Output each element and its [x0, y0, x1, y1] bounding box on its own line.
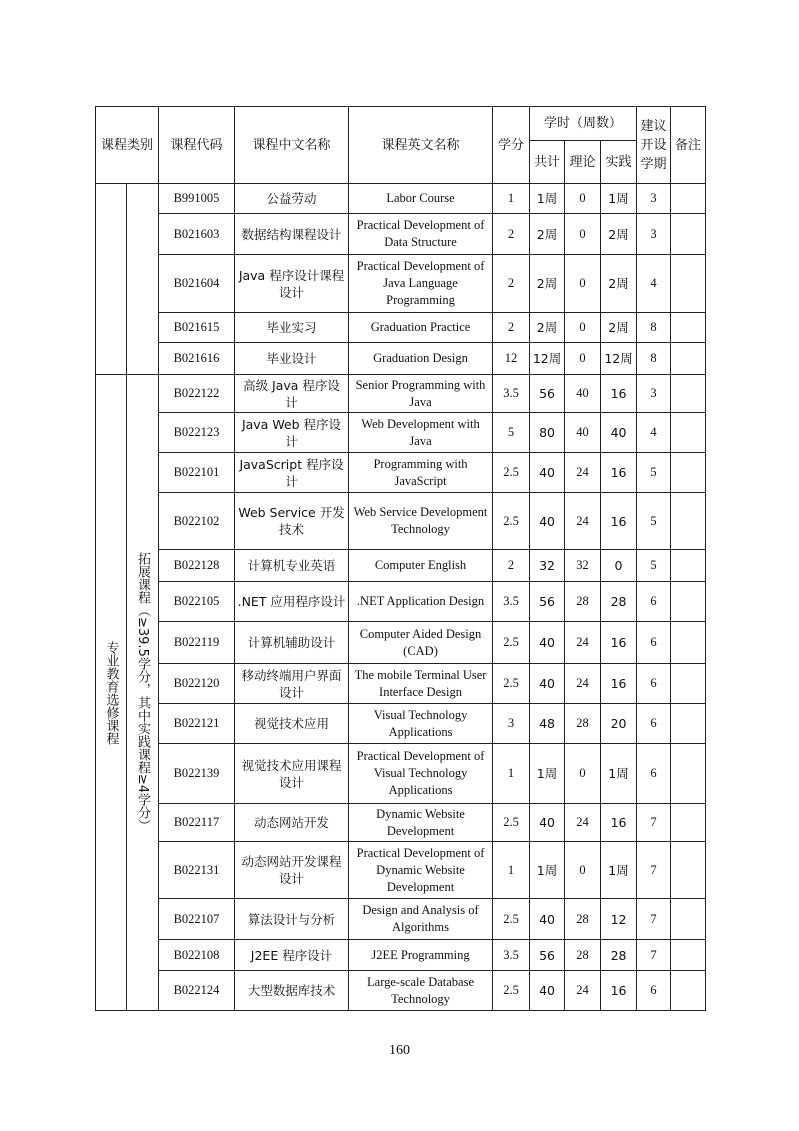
course-hours-theory: 0	[565, 214, 601, 255]
course-hours-theory: 24	[565, 664, 601, 704]
course-semester: 7	[637, 804, 671, 842]
course-cn-name: 移动终端用户界面设计	[235, 664, 349, 704]
course-credit: 2.5	[493, 493, 530, 550]
course-remark	[671, 971, 706, 1011]
course-en-name: Computer English	[349, 550, 493, 582]
course-semester: 6	[637, 582, 671, 622]
course-code: B022122	[159, 375, 235, 413]
header-code: 课程代码	[159, 107, 235, 184]
header-practice: 实践	[601, 141, 637, 184]
course-semester: 4	[637, 255, 671, 313]
course-semester: 6	[637, 664, 671, 704]
course-table	[95, 106, 706, 1011]
table-row	[96, 413, 706, 453]
course-cn-name: 视觉技术应用	[235, 704, 349, 744]
course-hours-practice: 16	[601, 375, 637, 413]
table-row	[96, 214, 706, 255]
course-cn-name: 动态网站开发	[235, 804, 349, 842]
course-code: B022108	[159, 940, 235, 971]
course-credit: 2.5	[493, 899, 530, 940]
course-code: B022101	[159, 453, 235, 493]
course-en-name: Web Development with Java	[349, 413, 493, 453]
course-hours-total: 48	[530, 704, 565, 744]
course-hours-total: 56	[530, 940, 565, 971]
course-hours-theory: 28	[565, 899, 601, 940]
course-en-name: Practical Development of Data Structure	[349, 214, 493, 255]
course-hours-practice: 12周	[601, 343, 637, 375]
course-remark	[671, 375, 706, 413]
table-row	[96, 255, 706, 313]
course-hours-theory: 0	[565, 842, 601, 899]
course-en-name: Web Service Development Technology	[349, 493, 493, 550]
course-credit: 2.5	[493, 804, 530, 842]
course-code: B022121	[159, 704, 235, 744]
course-code: B022119	[159, 622, 235, 664]
course-semester: 3	[637, 375, 671, 413]
course-hours-total: 1周	[530, 184, 565, 214]
course-en-name: The mobile Terminal User Interface Design	[349, 664, 493, 704]
course-hours-total: 40	[530, 899, 565, 940]
course-remark	[671, 550, 706, 582]
page-number: 160	[389, 1043, 410, 1058]
course-code: B022131	[159, 842, 235, 899]
course-hours-theory: 0	[565, 313, 601, 343]
course-code: B022139	[159, 744, 235, 804]
table-body	[96, 184, 706, 1011]
course-en-name: Computer Aided Design (CAD)	[349, 622, 493, 664]
table-row	[96, 804, 706, 842]
course-en-name: Practical Development of Visual Technology Applications	[349, 744, 493, 804]
course-hours-total: 2周	[530, 214, 565, 255]
header-remark: 备注	[671, 107, 706, 184]
header-cn-name: 课程中文名称	[235, 107, 349, 184]
course-hours-theory: 24	[565, 493, 601, 550]
course-code: B022117	[159, 804, 235, 842]
course-remark	[671, 255, 706, 313]
header-total: 共计	[530, 141, 565, 184]
elective-category-label: 专业教育选修课程	[103, 640, 119, 745]
course-en-name: Visual Technology Applications	[349, 704, 493, 744]
course-credit: 1	[493, 744, 530, 804]
course-cn-name: 公益劳动	[235, 184, 349, 214]
course-cn-name: 视觉技术应用课程设计	[235, 744, 349, 804]
course-remark	[671, 804, 706, 842]
course-credit: 1	[493, 842, 530, 899]
course-credit: 1	[493, 184, 530, 214]
course-semester: 8	[637, 343, 671, 375]
course-cn-name: 动态网站开发课程设计	[235, 842, 349, 899]
course-hours-theory: 28	[565, 704, 601, 744]
course-remark	[671, 343, 706, 375]
course-cn-name: JavaScript 程序设计	[235, 453, 349, 493]
category-blank-cell	[96, 184, 127, 375]
course-hours-theory: 0	[565, 184, 601, 214]
course-credit: 2	[493, 550, 530, 582]
course-code: B021616	[159, 343, 235, 375]
course-code: B022124	[159, 971, 235, 1011]
table-row	[96, 550, 706, 582]
course-hours-total: 2周	[530, 313, 565, 343]
course-hours-theory: 28	[565, 940, 601, 971]
header-semester: 建议开设学期	[637, 107, 671, 184]
course-cn-name: 高级 Java 程序设计	[235, 375, 349, 413]
course-hours-practice: 40	[601, 413, 637, 453]
table-row	[96, 343, 706, 375]
course-credit: 3.5	[493, 582, 530, 622]
course-remark	[671, 744, 706, 804]
course-credit: 2.5	[493, 453, 530, 493]
table-row	[96, 375, 706, 413]
course-hours-total: 12周	[530, 343, 565, 375]
course-credit: 2	[493, 214, 530, 255]
course-remark	[671, 582, 706, 622]
course-hours-theory: 24	[565, 804, 601, 842]
course-cn-name: 算法设计与分析	[235, 899, 349, 940]
course-hours-practice: 20	[601, 704, 637, 744]
course-hours-total: 40	[530, 804, 565, 842]
course-hours-total: 40	[530, 622, 565, 664]
course-cn-name: .NET 应用程序设计	[235, 582, 349, 622]
course-semester: 7	[637, 899, 671, 940]
header-hours-group: 学时（周数）	[530, 107, 637, 141]
table-row	[96, 971, 706, 1011]
table-row	[96, 744, 706, 804]
course-en-name: Practical Development of Dynamic Website Development	[349, 842, 493, 899]
course-code: B022123	[159, 413, 235, 453]
table-row	[96, 582, 706, 622]
course-hours-practice: 1周	[601, 744, 637, 804]
course-semester: 8	[637, 313, 671, 343]
course-code: B022105	[159, 582, 235, 622]
course-cn-name: 计算机辅助设计	[235, 622, 349, 664]
course-hours-theory: 0	[565, 343, 601, 375]
course-hours-total: 40	[530, 453, 565, 493]
course-credit: 2.5	[493, 664, 530, 704]
course-hours-theory: 0	[565, 744, 601, 804]
course-remark	[671, 899, 706, 940]
course-hours-theory: 24	[565, 622, 601, 664]
course-semester: 4	[637, 413, 671, 453]
course-hours-total: 80	[530, 413, 565, 453]
course-semester: 3	[637, 184, 671, 214]
course-hours-practice: 1周	[601, 842, 637, 899]
course-hours-theory: 28	[565, 582, 601, 622]
course-remark	[671, 622, 706, 664]
course-hours-theory: 24	[565, 971, 601, 1011]
table-row	[96, 940, 706, 971]
header-en-name: 课程英文名称	[349, 107, 493, 184]
course-semester: 5	[637, 453, 671, 493]
course-semester: 7	[637, 842, 671, 899]
table-row	[96, 184, 706, 214]
course-code: B022128	[159, 550, 235, 582]
course-semester: 6	[637, 704, 671, 744]
course-hours-total: 2周	[530, 255, 565, 313]
course-en-name: Graduation Practice	[349, 313, 493, 343]
table-row	[96, 453, 706, 493]
course-credit: 2.5	[493, 622, 530, 664]
course-hours-practice: 16	[601, 453, 637, 493]
course-hours-theory: 0	[565, 255, 601, 313]
course-hours-practice: 16	[601, 664, 637, 704]
course-hours-total: 40	[530, 493, 565, 550]
course-hours-theory: 32	[565, 550, 601, 582]
course-hours-practice: 16	[601, 493, 637, 550]
course-credit: 2	[493, 255, 530, 313]
course-code: B021603	[159, 214, 235, 255]
course-semester: 6	[637, 622, 671, 664]
course-remark	[671, 313, 706, 343]
course-semester: 3	[637, 214, 671, 255]
header-category: 课程类别	[96, 107, 159, 184]
course-en-name: Dynamic Website Development	[349, 804, 493, 842]
course-semester: 6	[637, 971, 671, 1011]
course-cn-name: 毕业实习	[235, 313, 349, 343]
course-remark	[671, 940, 706, 971]
course-hours-theory: 40	[565, 375, 601, 413]
course-hours-total: 1周	[530, 744, 565, 804]
course-en-name: Graduation Design	[349, 343, 493, 375]
course-code: B022120	[159, 664, 235, 704]
course-remark	[671, 704, 706, 744]
course-credit: 5	[493, 413, 530, 453]
table-row	[96, 493, 706, 550]
course-hours-practice: 12	[601, 899, 637, 940]
header-theory: 理论	[565, 141, 601, 184]
subcategory-blank-cell	[127, 184, 159, 375]
course-remark	[671, 664, 706, 704]
course-en-name: Practical Development of Java Language Programming	[349, 255, 493, 313]
course-remark	[671, 453, 706, 493]
course-credit: 2.5	[493, 971, 530, 1011]
course-en-name: Design and Analysis of Algorithms	[349, 899, 493, 940]
course-credit: 3	[493, 704, 530, 744]
course-en-name: Programming with JavaScript	[349, 453, 493, 493]
table-row	[96, 842, 706, 899]
course-cn-name: 大型数据库技术	[235, 971, 349, 1011]
course-en-name: Large-scale Database Technology	[349, 971, 493, 1011]
course-code: B021604	[159, 255, 235, 313]
table-row	[96, 899, 706, 940]
course-remark	[671, 184, 706, 214]
course-hours-total: 40	[530, 664, 565, 704]
course-hours-total: 56	[530, 375, 565, 413]
table-row	[96, 664, 706, 704]
course-en-name: J2EE Programming	[349, 940, 493, 971]
course-remark	[671, 413, 706, 453]
course-cn-name: Java 程序设计课程设计	[235, 255, 349, 313]
course-en-name: Labor Course	[349, 184, 493, 214]
course-remark	[671, 493, 706, 550]
course-hours-practice: 2周	[601, 214, 637, 255]
course-hours-practice: 16	[601, 804, 637, 842]
extension-subgroup-label: 拓展课程（≥39.5学分，其中实践课程≥4学分）	[135, 552, 150, 833]
course-cn-name: 毕业设计	[235, 343, 349, 375]
table-row	[96, 704, 706, 744]
course-code: B022102	[159, 493, 235, 550]
course-en-name: Senior Programming with Java	[349, 375, 493, 413]
course-en-name: .NET Application Design	[349, 582, 493, 622]
extension-subgroup-cell	[127, 375, 159, 1011]
header-credit: 学分	[493, 107, 530, 184]
course-hours-practice: 16	[601, 622, 637, 664]
course-hours-practice: 16	[601, 971, 637, 1011]
course-credit: 3.5	[493, 375, 530, 413]
course-remark	[671, 214, 706, 255]
course-credit: 2	[493, 313, 530, 343]
course-cn-name: Web Service 开发技术	[235, 493, 349, 550]
course-hours-practice: 1周	[601, 184, 637, 214]
course-semester: 5	[637, 493, 671, 550]
course-code: B022107	[159, 899, 235, 940]
course-hours-practice: 28	[601, 582, 637, 622]
course-semester: 6	[637, 744, 671, 804]
course-cn-name: Java Web 程序设计	[235, 413, 349, 453]
course-credit: 12	[493, 343, 530, 375]
course-hours-theory: 24	[565, 453, 601, 493]
course-hours-total: 40	[530, 971, 565, 1011]
course-hours-practice: 2周	[601, 313, 637, 343]
course-cn-name: J2EE 程序设计	[235, 940, 349, 971]
course-cn-name: 计算机专业英语	[235, 550, 349, 582]
course-remark	[671, 842, 706, 899]
course-semester: 7	[637, 940, 671, 971]
course-hours-total: 56	[530, 582, 565, 622]
course-hours-practice: 0	[601, 550, 637, 582]
course-semester: 5	[637, 550, 671, 582]
course-cn-name: 数据结构课程设计	[235, 214, 349, 255]
course-hours-total: 1周	[530, 842, 565, 899]
course-hours-practice: 2周	[601, 255, 637, 313]
course-code: B021615	[159, 313, 235, 343]
course-credit: 3.5	[493, 940, 530, 971]
elective-category-cell	[96, 375, 127, 1011]
course-hours-total: 32	[530, 550, 565, 582]
table-row	[96, 313, 706, 343]
table-row	[96, 622, 706, 664]
course-hours-theory: 40	[565, 413, 601, 453]
course-code: B991005	[159, 184, 235, 214]
course-hours-practice: 28	[601, 940, 637, 971]
